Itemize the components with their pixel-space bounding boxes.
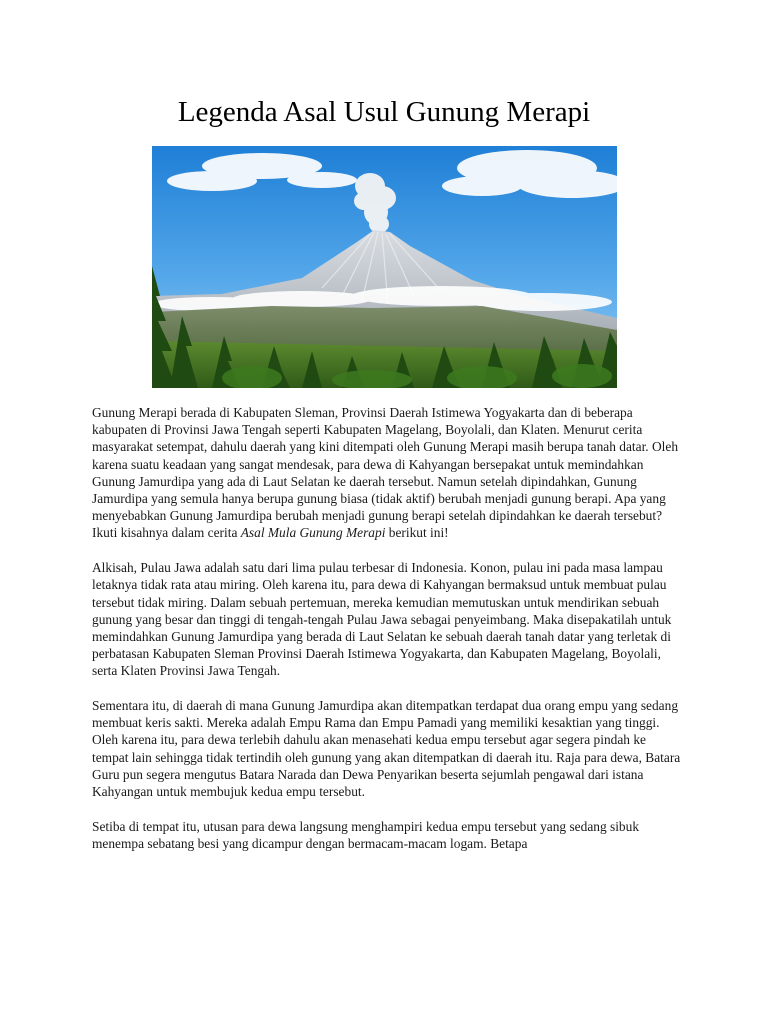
paragraph: Setiba di tempat itu, utusan para dewa langsung menghampiri kedua empu tersebut yang sedang sibuk menempa sebatang besi yang dicampur dengan bermacam-macam logam. Betapa (92, 818, 640, 851)
story-title-emphasis: Asal Mula Gunung Merapi (240, 525, 386, 541)
paragraph-intro (92, 404, 682, 542)
paragraph: Alkisah, Pulau Jawa adalah satu dari lima pulau terbesar di Indonesia. Konon, pulau ini pada masa lampau letaknya tidak rata atau miring. Oleh karena itu, para dewa di Kahyangan bermaksud untuk membuat pulau tersebut tidak miring. Dalam sebuah pertemuan, mereka kemudian memutuskan untuk mendirikan sebuah gunung yang besar dan tinggi di tengah-tengah Pulau Jawa sebagai penyeimbang. Maka disepakatilah untuk memindahkan Gunung Jamurdipa yang berada di Laut Selatan ke sebuah daerah tanah datar yang terletak di perbatasan Kabupaten Sleman Provinsi Daerah Istimewa Yogyakarta, dan Kabupaten Magelang, Boyolali, serta Klaten Provinsi Jawa Tengah. (92, 560, 672, 679)
paragraph: Sementara itu, di daerah di mana Gunung Jamurdipa akan ditempatkan terdapat dua orang empu yang sedang membuat keris sakti. Mereka adalah Empu Rama dan Empu Pamadi yang memiliki kesaktian yang tinggi. Oleh karena itu, para dewa terlebih dahulu akan menasehati kedua empu tersebut agar segera pindah ke tempat lain sehingga tidak tertindih oleh gunung yang akan ditempatkan di daerah itu. Raja para dewa, Batara Guru pun segera mengutus Batara Narada dan Dewa Penyarikan beserta sejumlah pengawal dari istana Kahyangan untuk membujuk kedua empu tersebut. (92, 698, 681, 800)
volcano-photo (152, 146, 617, 388)
paragraph-text: Gunung Merapi berada di Kabupaten Sleman, Provinsi Daerah Istimewa Yogyakarta dan di beberapa kabupaten di Provinsi Jawa Tengah seperti Kabupaten Magelang, Boyolali, dan Klaten. Menurut cerita masyarakat setempat, dahulu daerah yang kini ditempati oleh Gunung Merapi masih berupa tanah datar. Oleh karena suatu keadaan yang sangat mendesak, para dewa di Kahyangan bersepakat untuk memindahkan Gunung Jamurdipa yang ada di Laut Selatan ke daerah tersebut. Namun setelah dipindahkan, Gunung Jamurdipa yang semula hanya berupa gunung biasa (tidak aktif) berubah menjadi gunung berapi. Apa yang menyebabkan Gunung Jamurdipa berubah menjadi gunung berapi setelah dipindahkan ke daerah tersebut? Ikuti kisahnya dalam cerita (92, 405, 679, 541)
body-text (92, 404, 682, 870)
page-title: Legenda Asal Usul Gunung Merapi (177, 96, 591, 128)
paragraph-text: berikut ini! (385, 525, 449, 541)
volcano-illustration (152, 146, 617, 388)
